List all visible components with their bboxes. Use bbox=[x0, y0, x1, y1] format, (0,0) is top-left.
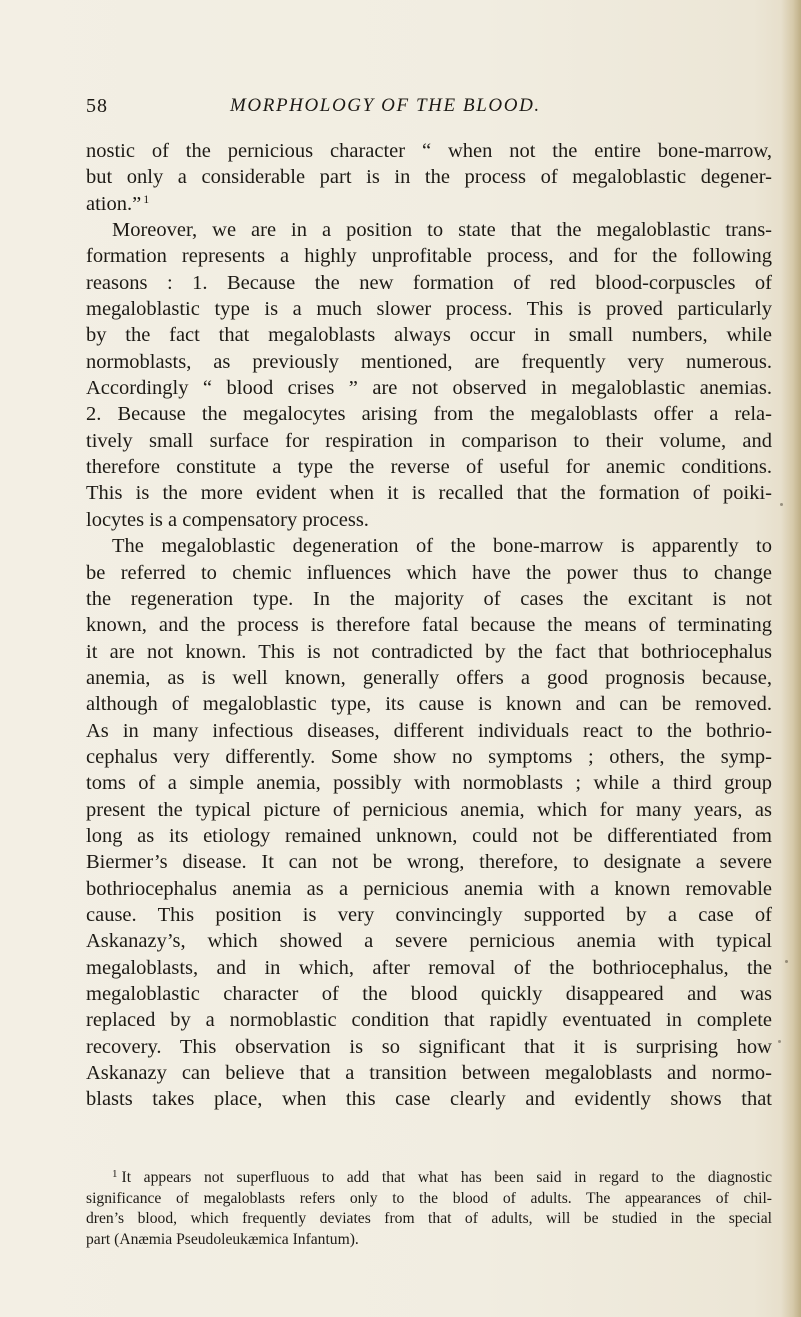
text-line: formation represents a highly unprofitable process, and for the following bbox=[86, 245, 772, 268]
paper-speck bbox=[780, 503, 783, 506]
text-line: ation.” bbox=[86, 192, 142, 215]
body-text bbox=[86, 138, 772, 1113]
text-line: toms of a simple anemia, possibly with normoblasts ; while a third group bbox=[86, 772, 772, 795]
text-line: bothriocephalus anemia as a pernicious anemia with a known removable bbox=[86, 877, 772, 900]
footnote-line: significance of megaloblasts refers only to the blood of adults. The appearances of chil- bbox=[86, 1189, 772, 1207]
text-line-with-footnote-ref bbox=[86, 191, 772, 217]
text-line: Askanazy’s, which showed a severe pernicious anemia with typical bbox=[86, 930, 772, 953]
paper-speck bbox=[785, 960, 788, 963]
paper-speck bbox=[778, 1040, 781, 1043]
text-line: present the typical picture of pernicious anemia, which for many years, as bbox=[86, 798, 772, 821]
footnote-line-with-marker bbox=[86, 1168, 772, 1189]
text-line: cephalus very differently. Some show no symptoms ; others, the symp- bbox=[86, 745, 772, 768]
text-line: therefore constitute a type the reverse of useful for anemic conditions. bbox=[86, 456, 772, 479]
text-line: although of megaloblastic type, its cause is known and can be removed. bbox=[86, 693, 772, 716]
text-line: Accordingly “ blood crises ” are not observed in megaloblastic anemias. bbox=[86, 377, 772, 400]
text-line: blasts takes place, when this case clearly and evidently shows that bbox=[86, 1088, 772, 1111]
text-line: nostic of the pernicious character “ when not the entire bone-marrow, bbox=[86, 140, 772, 162]
text-line: anemia, as is well known, generally offers a good prognosis because, bbox=[86, 666, 772, 689]
text-line: by the fact that megaloblasts always occur in small numbers, while bbox=[86, 324, 772, 347]
page-header bbox=[0, 95, 801, 119]
text-line: megaloblasts, and in which, after removal of the bothriocephalus, the bbox=[86, 956, 772, 979]
text-line: megaloblastic type is a much slower process. This is proved particularly bbox=[86, 298, 772, 321]
text-line: cause. This position is very convincingly supported by a case of bbox=[86, 903, 772, 926]
text-line: Moreover, we are in a position to state that the megaloblastic trans- bbox=[112, 219, 772, 242]
footnote bbox=[86, 1168, 772, 1250]
text-line: long as its etiology remained unknown, could not be differentiated from bbox=[86, 824, 772, 847]
text-line: normoblasts, as previously mentioned, are frequently very numerous. bbox=[86, 350, 772, 373]
text-line: but only a considerable part is in the process of megaloblastic degener- bbox=[86, 166, 772, 189]
text-line: replaced by a normoblastic condition that rapidly eventuated in complete bbox=[86, 1009, 772, 1032]
text-line: The megaloblastic degeneration of the bone-marrow is apparently to bbox=[112, 535, 772, 558]
text-line: be referred to chemic influences which have the power thus to change bbox=[86, 561, 772, 584]
footnote-line: part (Anæmia Pseudoleukæmica Infantum). bbox=[86, 1230, 359, 1248]
text-line: Askanazy can believe that a transition between megaloblasts and normo- bbox=[86, 1062, 772, 1085]
page-edge-shadow bbox=[781, 0, 801, 1317]
text-line: tively small surface for respiration in comparison to their volume, and bbox=[86, 429, 772, 452]
footnote-marker: 1 bbox=[112, 1168, 118, 1180]
text-line: it are not known. This is not contradicted by the fact that bothriocephalus bbox=[86, 640, 772, 663]
footnote-line: dren’s blood, which frequently deviates from that of adults, will be studied in the special bbox=[86, 1210, 772, 1227]
text-line: megaloblastic character of the blood quickly disappeared and was bbox=[86, 983, 772, 1005]
text-line: known, and the process is therefore fatal because the means of terminating bbox=[86, 614, 772, 637]
text-line: As in many infectious diseases, different individuals react to the bothrio- bbox=[86, 719, 772, 742]
text-line: the regeneration type. In the majority of cases the excitant is not bbox=[86, 587, 772, 610]
text-line: This is the more evident when it is recalled that the formation of poiki- bbox=[86, 482, 772, 505]
text-line: Biermer’s disease. It can not be wrong, therefore, to designate a severe bbox=[86, 851, 772, 874]
text-line: recovery. This observation is so significant that it is surprising how bbox=[86, 1035, 772, 1058]
running-title: MORPHOLOGY OF THE BLOOD. bbox=[230, 95, 541, 116]
text-line: reasons : 1. Because the new formation of red blood-corpuscles of bbox=[86, 271, 772, 294]
page-number: 58 bbox=[86, 95, 108, 117]
footnote-reference: 1 bbox=[143, 191, 150, 206]
text-line: 2. Because the megalocytes arising from the megaloblasts offer a rela- bbox=[86, 403, 772, 426]
footnote-line: It appears not superfluous to add that what has been said in regard to the diagnostic bbox=[121, 1169, 772, 1186]
text-line: locytes is a compensatory process. bbox=[86, 508, 369, 531]
